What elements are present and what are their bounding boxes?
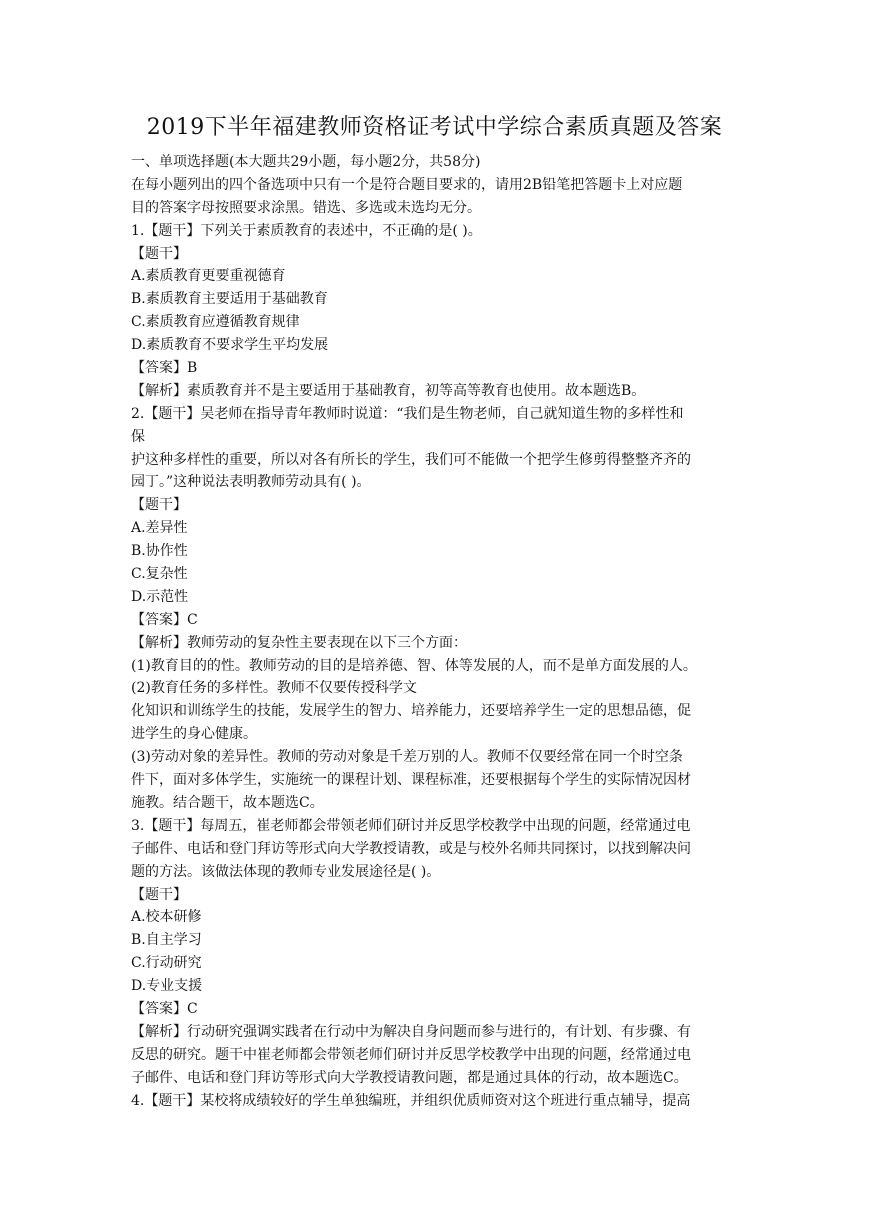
text-line: 3.【题干】每周五，崔老师都会带领老师们研讨并反思学校教学中出现的问题，经常通过电 [131,817,691,834]
text-line: D.素质教育不要求学生平均发展 [131,337,329,354]
text-line: 【题干】 [131,886,187,903]
text-line: 件下，面对多体学生，实施统一的课程计划、课程标准，还要根据每个学生的实际情况因材 [131,772,691,789]
text-line: 在每小题列出的四个备选项中只有一个是符合题目要求的，请用2B铅笔把答题卡上对应题 [131,176,683,193]
text-line: (2)教育任务的多样性。教师不仅要传授科学文 [131,680,417,697]
text-line: 【解析】行动研究强调实践者在行动中为解决自身问题而参与进行的，有计划、有步骤、有 [131,1023,691,1040]
text-line: D.示范性 [131,588,189,605]
text-line: A.校本研修 [131,909,202,926]
text-line: 【答案】B [131,360,198,377]
text-line: 【解析】素质教育并不是主要适用于基础教育，初等高等教育也使用。故本题选B。 [131,382,646,399]
text-line: 4.【题干】某校将成绩较好的学生单独编班，并组织优质师资对这个班进行重点辅导，提高 [131,1092,691,1109]
text-line: B.协作性 [131,543,188,560]
text-line: 【答案】C [131,1000,198,1017]
text-line: (1)教育目的的性。教师劳动的目的是培养德、智、体等发展的人，而不是单方面发展的人。 [131,657,697,674]
text-line: D.专业支援 [131,978,203,995]
text-line: (3)劳动对象的差异性。教师的劳动对象是千差万别的人。教师不仅要经常在同一个时空条 [131,749,683,766]
text-line: 1.【题干】下列关于素质教育的表述中，不正确的是( )。 [131,222,482,239]
text-line: A.差异性 [131,520,188,537]
text-line: 化知识和训练学生的技能，发展学生的智力、培养能力，还要培养学生一定的思想品德，促 [131,703,691,720]
text-line: 【答案】C [131,611,198,628]
text-line: 保 [131,428,145,445]
text-line: 题的方法。该做法体现的教师专业发展途径是( )。 [131,863,441,880]
text-line: C.素质教育应遵循教育规律 [131,314,300,331]
text-line: C.复杂性 [131,566,188,583]
text-line: 【解析】教师劳动的复杂性主要表现在以下三个方面： [131,634,467,651]
text-line: 一、单项选择题(本大题共29小题，每小题2分，共58分) [131,154,481,170]
text-line: A.素质教育更要重视德育 [131,268,286,285]
text-line: B.自主学习 [131,932,202,949]
text-line: 子邮件、电话和登门拜访等形式向大学教授请教问题，都是通过具体的行动，故本题选C。 [131,1069,688,1086]
text-line: 子邮件、电话和登门拜访等形式向大学教授请教，或是与校外名师共同探讨，以找到解决问 [131,840,691,857]
document-body [131,151,741,1112]
text-line: 2.【题干】吴老师在指导青年教师时说道：“我们是生物老师，自己就知道生物的多样性和 [131,405,684,422]
document-title: 2019下半年福建教师资格证考试中学综合素质真题及答案 [146,115,723,140]
text-line: 目的答案字母按照要求涂黑。错选、多选或未选均无分。 [131,199,481,216]
text-line: 施教。结合题干，故本题选C。 [131,794,324,811]
text-line: 反思的研究。题干中崔老师都会带领老师们研讨并反思学校教学中出现的问题，经常通过电 [131,1046,691,1063]
text-line: 进学生的身心健康。 [131,726,257,743]
text-line: 园丁。”这种说法表明教师劳动具有( )。 [131,474,371,491]
text-line: 【题干】 [131,245,187,262]
text-line: C.行动研究 [131,955,202,972]
text-line: 【题干】 [131,497,187,514]
text-line: B.素质教育主要适用于基础教育 [131,291,328,308]
text-line: 护这种多样性的重要，所以对各有所长的学生，我们可不能做一个把学生修剪得整整齐齐的 [131,451,691,468]
